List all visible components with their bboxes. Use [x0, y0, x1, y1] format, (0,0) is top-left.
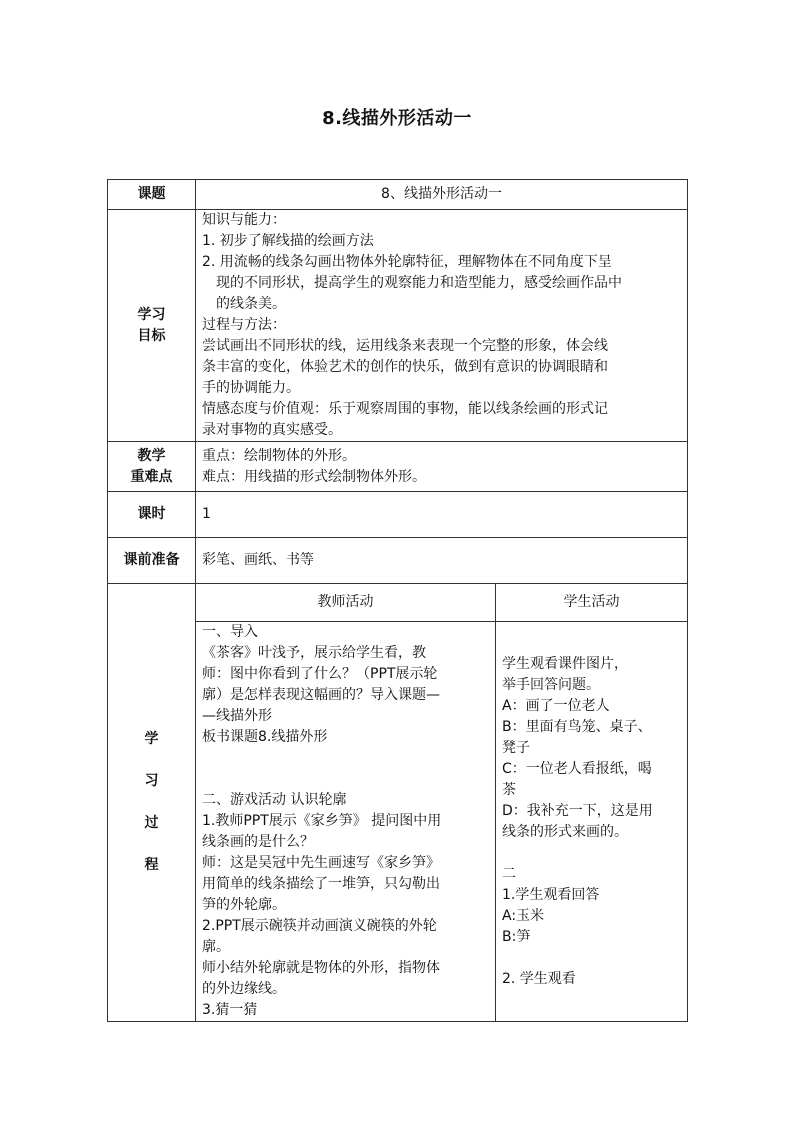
key-point-line: 难点：用线描的形式绘制物体外形。: [202, 468, 426, 485]
topic-value: 8、线描外形活动一: [196, 180, 688, 210]
teacher-activity-header: 教师活动: [196, 584, 496, 622]
hours-value: 1: [196, 492, 688, 538]
student-line: 凳子: [502, 739, 530, 756]
topic-label: 课题: [108, 180, 196, 210]
objective-line: 手的协调能力。: [202, 380, 300, 396]
teacher-activity-content: [196, 622, 496, 1022]
student-line: B：里面有鸟笼、桌子、: [502, 718, 652, 735]
teacher-line: 一、导入: [202, 624, 258, 640]
hours-label: 课时: [108, 492, 196, 538]
objective-line: 的线条美。: [216, 296, 286, 312]
objective-line: 录对事物的真实感受。: [202, 422, 342, 438]
teacher-line: 师：图中你看到了什么？（PPT展示轮: [202, 666, 438, 682]
teacher-line: 师小结外轮廓就是物体的外形，指物体: [202, 960, 440, 976]
objective-line: 过程与方法：: [202, 317, 286, 333]
teacher-line: 板书课题8.线描外形: [202, 729, 328, 745]
teacher-line: 笋的外轮廓。: [202, 897, 286, 913]
objectives-label: 学习 目标: [108, 210, 196, 442]
objective-line: 条丰富的变化，体验艺术的创作的快乐，做到有意识的协调眼睛和: [202, 359, 608, 375]
student-line: 茶: [502, 781, 516, 798]
teacher-line: 廓。: [202, 939, 230, 955]
student-line: 2. 学生观看: [502, 970, 576, 987]
teacher-line: 2.PPT展示碗筷并动画演义碗筷的外轮: [202, 918, 437, 934]
row-hours: [108, 492, 688, 538]
student-activity-content: [496, 622, 688, 1022]
objective-line: 知识与能力：: [202, 212, 286, 228]
row-process-header: [108, 584, 688, 622]
teacher-line: 二、游戏活动 认识轮廓: [202, 792, 347, 808]
teacher-line: 师：这是吴冠中先生画速写《家乡笋》: [202, 855, 440, 871]
objective-line: 1. 初步了解线描的绘画方法: [202, 233, 374, 249]
teacher-line: 3.猜一猜: [202, 1002, 258, 1018]
objective-line: 尝试画出不同形状的线，运用线条来表现一个完整的形象，体会线: [202, 338, 608, 354]
objectives-content: [196, 210, 688, 442]
teacher-line: 用简单的线条描绘了一堆笋，只勾勒出: [202, 876, 440, 892]
student-line: 线条的形式来画的。: [502, 823, 628, 840]
row-topic: [108, 180, 688, 210]
student-line: D：我补充一下，这是用: [502, 802, 653, 819]
teacher-line: 线条画的是什么？: [202, 834, 314, 850]
key-point-line: 重点：绘制物体的外形。: [202, 447, 356, 464]
teacher-line: 《茶客》叶浅予，展示给学生看，教: [202, 645, 426, 661]
teacher-line: 廓）是怎样表现这幅画的？导入课题—: [202, 687, 440, 703]
prep-label: 课前准备: [108, 538, 196, 584]
objective-line: 2. 用流畅的线条勾画出物体外轮廓特征，理解物体在不同角度下呈: [202, 254, 612, 270]
student-line: A:玉米: [502, 907, 545, 924]
student-line: 1.学生观看回答: [502, 886, 600, 903]
row-objectives: [108, 210, 688, 442]
teacher-line: 的外边缘线。: [202, 981, 286, 997]
objective-line: 现的不同形状，提高学生的观察能力和造型能力，感受绘画作品中: [216, 275, 622, 291]
process-label: 学 习 过 程: [108, 584, 196, 1022]
teacher-line: 1.教师PPT展示《家乡笋》 提问图中用: [202, 813, 442, 829]
lesson-plan-table: [107, 179, 688, 1022]
row-prep: [108, 538, 688, 584]
teacher-line: —线描外形: [202, 708, 272, 724]
key-points-label: 教学 重难点: [108, 442, 196, 492]
row-key-points: [108, 442, 688, 492]
student-line: 举手回答问题。: [502, 676, 600, 693]
student-line: 二: [502, 865, 516, 882]
student-activity-header: 学生活动: [496, 584, 688, 622]
student-line: 学生观看课件图片，: [502, 655, 628, 672]
student-line: C：一位老人看报纸，喝: [502, 760, 652, 777]
objective-line: 情感态度与价值观：乐于观察周围的事物，能以线条绘画的形式记: [202, 401, 608, 417]
student-line: B:笋: [502, 928, 531, 945]
prep-value: 彩笔、画纸、书等: [196, 538, 688, 584]
student-line: A：画了一位老人: [502, 697, 610, 714]
page-title: 8.线描外形活动一: [322, 108, 472, 129]
key-points-content: [196, 442, 688, 492]
